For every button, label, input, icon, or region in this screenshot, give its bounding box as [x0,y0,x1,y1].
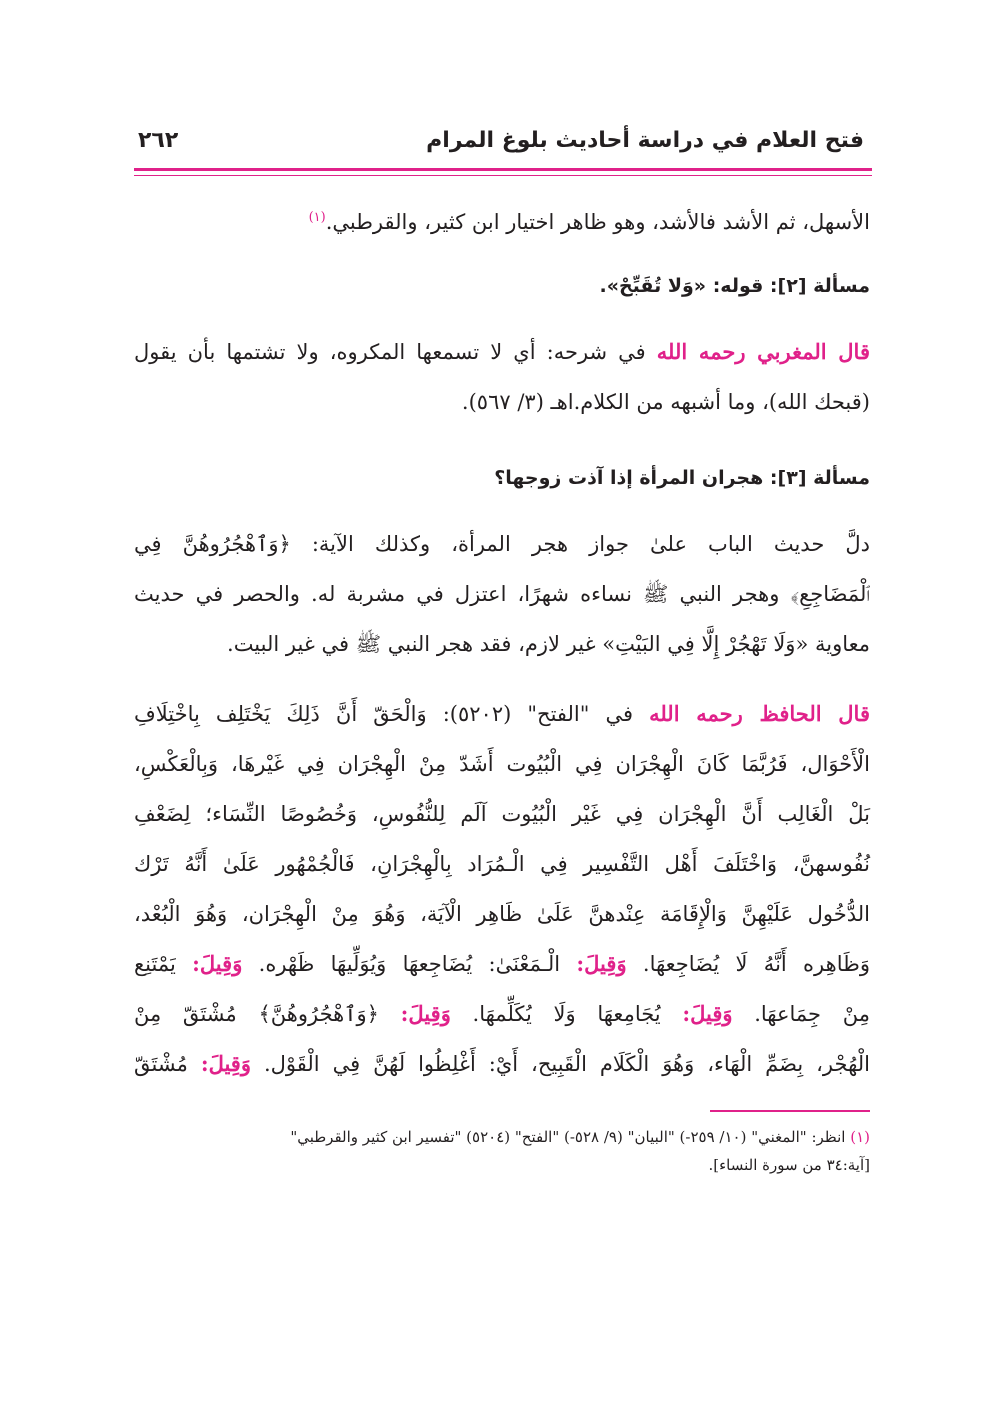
qila-label: وَقِيلَ: [200,1051,251,1076]
page-number: ٢٦٢ [138,128,179,153]
question-2-line-2: (قبحك الله)، وما أشبهه من الكلام.اهـ (٣/ ٥٦٧). [461,390,870,414]
hafiz-text-7c: ﴿وَٱهْجُرُوهُنَّ﴾ مُشْتَقّ مِنْ [134,1002,379,1026]
hafiz-text-6b: الْـمَعْنَىٰ: يُضَاجِعهَا وَيُوَلِّيهَا ظَهْره. [258,952,561,976]
hafiz-line-7 [134,994,870,1034]
footnote-separator [710,1110,870,1112]
hafiz-line-8 [134,1044,870,1084]
hafiz-text-8b: مُشْتَقّ [134,1052,188,1076]
footnote-ref[interactable]: (١) [308,210,326,225]
qila-label: وَقِيلَ: [192,951,243,976]
footnote-number: (١) [850,1128,870,1146]
question-3-line-1: دلَّ حديث الباب علىٰ جواز هجر المرأة، وكذلك الآية: ﴿وَٱهْجُرُوهُنَّ فِي [134,532,870,556]
hafiz-line-5: الدُّخُول عَلَيْهِنَّ وَالْإِقَامَة عِنْدهنَّ عَلَىٰ ظَاهِر الْآيَة، وَهُوَ مِنْ الْهِجْرَان، وَهُوَ الْبُعْد، [134,902,870,926]
hafiz-line-2: الْأَحْوَال، فَرُبَّمَا كَانَ الْهِجْرَان فِي الْبُيُوت أَشَدّ مِنْ الْهِجْرَان فِي غَيْرهَا، وَبِالْعَكْسِ، [134,752,870,776]
hafiz-line-1 [134,694,870,734]
scholar-name-hafiz: قال الحافظ رحمه الله [649,701,870,726]
hafiz-text-6a: وَظَاهِره أَنَّهُ لَا يُضَاجِعهَا. [642,952,870,976]
hafiz-text-7b: يُجَامِعهَا وَلَا يُكَلِّمهَا. [472,1002,661,1026]
qila-label: وَقِيلَ: [682,1001,733,1026]
hafiz-text-6c: يَمْتَنِع [134,952,176,976]
footnote-line-1 [134,1124,870,1150]
footnote-line-2: [آية:٣٤ من سورة النساء]. [708,1156,870,1174]
header-rule-thick [134,168,872,171]
question-2-heading: مسألة [٢]: قوله: «وَلا تُقَبِّحْ». [599,275,870,297]
hafiz-text-7a: مِنْ جِمَاعهَا. [754,1002,870,1026]
header-rule-thin [134,175,872,176]
hafiz-line-3: بَلْ الْغَالِب أَنَّ الْهِجْرَان فِي غَيْر الْبُيُوت آلَم لِلنُّفُوسِ، وَخُصُوصًا النِّسَاء؛ لِضَعْفِ [134,802,870,826]
hafiz-line-6 [134,944,870,984]
intro-line [134,198,870,242]
footnote-text: انظر: "المغني" (١٠/ ٢٥٩-) "البيان" (٩/ ٥٢٨-) "الفتح" (٥٢٠٤) "تفسير ابن كثير والقرطبي" [290,1128,846,1146]
question-2-line-1 [134,332,870,372]
hafiz-text-8a: الْهُجْر، بِضَمِّ الْهَاء، وَهُوَ الْكَلَام الْقَبِيح، أَيْ: أَغْلِظُوا لَهُنَّ فِي الْقَوْل. [263,1052,870,1076]
question-3-heading: مسألة [٣]: هجران المرأة إذا آذت زوجها؟ [494,467,870,489]
hafiz-text-1: في "الفتح" (٥٢٠٢): وَالْحَقّ أَنَّ ذَلِكَ يَخْتَلِف بِاخْتِلَافِ [134,702,634,726]
question-3-line-2: ٱلْمَضَاجِعِ﴾ وهجر النبي ﷺ نساءه شهرًا، اعتزل في مشربة له. والحصر في حديث [134,582,870,606]
intro-text: الأسهل، ثم الأشد فالأشد، وهو ظاهر اختيار ابن كثير، والقرطبي. [325,210,870,234]
qila-label: وَقِيلَ: [400,1001,451,1026]
scholar-name-maghribi: قال المغربي رحمه الله [656,339,870,364]
running-header-title: فتح العلام في دراسة أحاديث بلوغ المرام [426,128,864,153]
qila-label: وَقِيلَ: [576,951,627,976]
hafiz-line-4: نُفُوسهنَّ، وَاخْتَلَفَ أَهْل التَّفْسِير فِي الْـمُرَاد بِالْهِجْرَانِ، فَالْجُمْهُور عَلَىٰ أَنَّهُ تَرْك [134,852,870,876]
question-3-line-3: معاوية «وَلَا تَهْجُرْ إِلَّا فِي البَيْتِ» غير لازم، فقد هجر النبي ﷺ في غير البيت. [227,632,870,656]
question-2-text: في شرحه: أي لا تسمعها المكروه، ولا تشتمها بأن يقول [134,340,646,364]
